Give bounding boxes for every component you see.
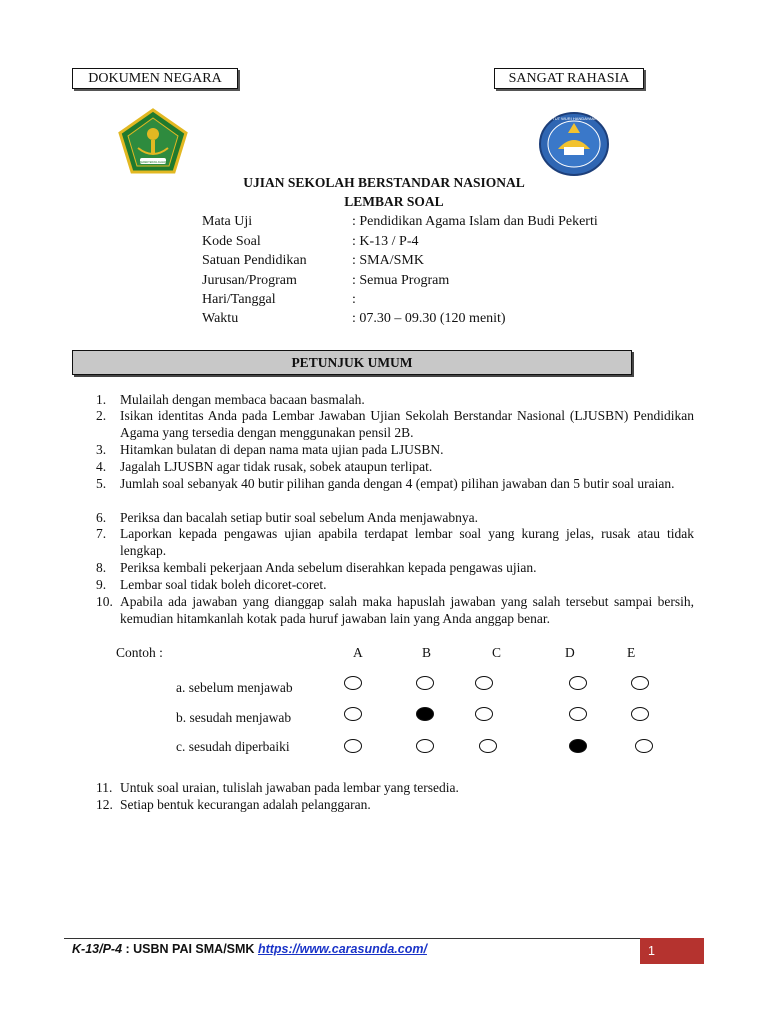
meta-value: : [352,292,356,307]
meta-value: : K-13 / P-4 [352,234,419,249]
answer-bubble-d [569,676,587,690]
exam-subtitle: LEMBAR SOAL [344,194,444,209]
option-header-a: A [353,645,363,660]
footer-code: K-13/P-4 [72,942,123,956]
meta-label: Hari/Tanggal [202,292,276,307]
answer-bubble-c [479,739,497,753]
option-header-d: D [565,645,575,660]
example-label: Contoh : [116,645,163,660]
exam-title: UJIAN SEKOLAH BERSTANDAR NASIONAL [243,175,525,190]
answer-bubble-d [569,739,587,753]
example-row-label: c. sesudah diperbaiki [176,739,290,754]
option-header-e: E [627,645,636,660]
instruction-number: 11. [96,780,113,795]
answer-bubble-e [635,739,653,753]
kemenag-logo [118,108,188,174]
instruction-text: Untuk soal uraian, tulislah jawaban pada lembar yang tersedia. [120,780,459,795]
tut-wuri-handayani-logo [538,111,610,177]
meta-value: : Pendidikan Agama Islam dan Budi Pekerti [352,214,598,229]
answer-bubble-a [344,739,362,753]
instruction-text: Laporkan kepada pengawas ujian apabila terdapat lembar soal yang kurang jelas, rusak atau tidak lengkap. [120,526,694,558]
answer-bubble-e [631,707,649,721]
instruction-text: Periksa kembali pekerjaan Anda sebelum diserahkan kepada pengawas ujian. [120,560,537,575]
answer-bubble-b [416,739,434,753]
page-number: 1 [640,938,704,964]
sangat-rahasia-tag: SANGAT RAHASIA [494,68,644,89]
instruction-text: Isikan identitas Anda pada Lembar Jawaban Ujian Sekolah Berstandar Nasional (LJUSBN) Pendidikan Agama yang tersedia dengan menggunakan pensil 2B. [120,408,694,440]
instruction-number: 6. [96,510,107,525]
answer-bubble-c [475,676,493,690]
instruction-number: 1. [96,392,107,407]
answer-bubble-c [475,707,493,721]
answer-bubble-b [416,707,434,721]
answer-bubble-b [416,676,434,690]
meta-label: Kode Soal [202,234,261,249]
instruction-number: 3. [96,442,107,457]
footer-text [72,942,427,956]
instruction-number: 12. [96,797,113,812]
option-header-b: B [422,645,432,660]
instruction-text: Setiap bentuk kecurangan adalah pelanggaran. [120,797,371,812]
instruction-text: Lembar soal tidak boleh dicoret-coret. [120,577,327,592]
footer-separator: : [122,942,134,956]
instruction-text: Apabila ada jawaban yang dianggap salah maka hapuslah jawaban yang salah tersebut sampai bersih, kemudian hitamkanlah kotak pada huruf jawaban lain yang Anda anggap benar. [120,594,694,626]
footer-desc: USBN PAI SMA/SMK [133,942,255,956]
instruction-number: 2. [96,408,107,423]
dokumen-negara-tag: DOKUMEN NEGARA [72,68,238,89]
instruction-number: 9. [96,577,107,592]
answer-bubble-d [569,707,587,721]
answer-bubble-a [344,707,362,721]
instruction-number: 8. [96,560,107,575]
meta-label: Jurusan/Program [202,273,297,288]
instruction-number: 10. [96,594,113,609]
meta-label: Mata Uji [202,214,253,229]
footer-url-link[interactable]: https://www.carasunda.com/ [257,942,427,956]
instruction-text: Jumlah soal sebanyak 40 butir pilihan ganda dengan 4 (empat) pilihan jawaban dan 5 butir soal uraian. [120,476,675,491]
meta-label: Satuan Pendidikan [202,253,307,268]
answer-bubble-a [344,676,362,690]
example-row-label: a. sebelum menjawab [176,680,293,695]
instruction-number: 7. [96,526,107,541]
meta-value: : Semua Program [352,273,450,288]
instruction-number: 4. [96,459,107,474]
meta-value: : SMA/SMK [352,253,424,268]
footer-divider [64,938,704,939]
meta-value: : 07.30 – 09.30 (120 menit) [352,311,506,326]
petunjuk-umum-heading: PETUNJUK UMUM [72,350,632,375]
meta-label: Waktu [202,311,239,326]
option-header-c: C [492,645,502,660]
instruction-text: Mulailah dengan membaca bacaan basmalah. [120,392,365,407]
answer-bubble-e [631,676,649,690]
instruction-text: Hitamkan bulatan di depan nama mata ujian pada LJUSBN. [120,442,444,457]
instruction-number: 5. [96,476,107,491]
instruction-text: Jagalah LJUSBN agar tidak rusak, sobek ataupun terlipat. [120,459,433,474]
kemenag-logo-text: KEMENTERIAN AGAMA [139,161,167,164]
tut-wuri-logo-text: TUT WURI HANDAYANI [552,116,596,121]
example-row-label: b. sesudah menjawab [176,710,292,725]
instruction-text: Periksa dan bacalah setiap butir soal sebelum Anda menjawabnya. [120,510,479,525]
